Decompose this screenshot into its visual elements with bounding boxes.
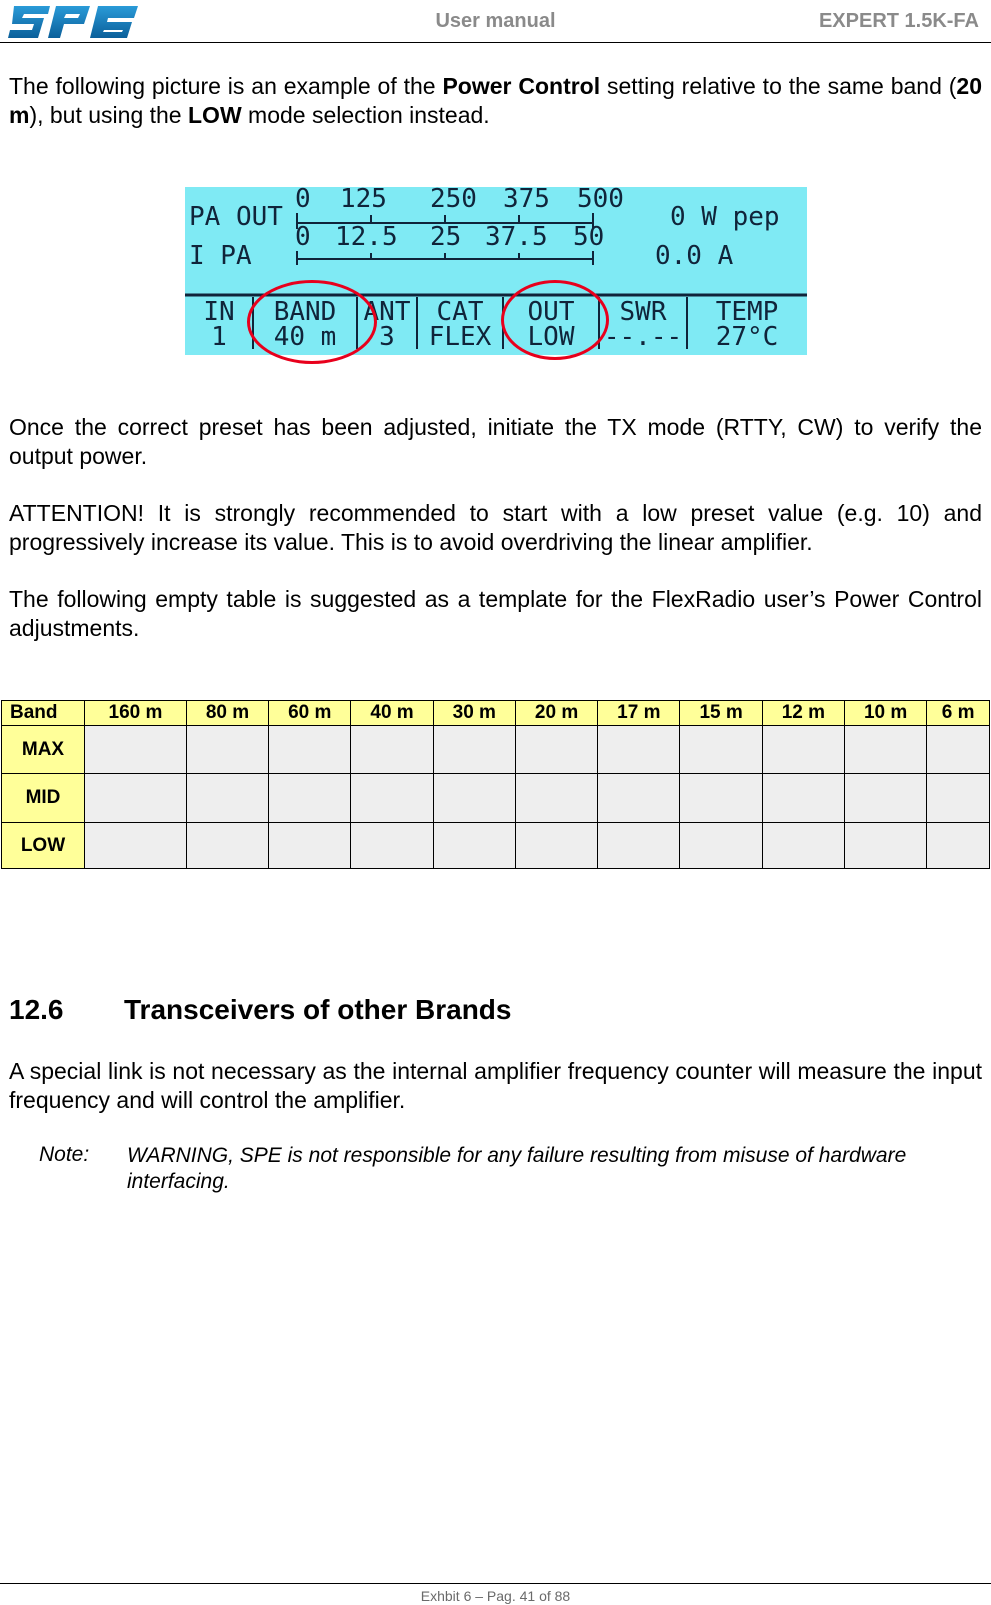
- intro-paragraph: The following picture is an example of the Power Control setting relative to the same band (20 m), but using the LOW mode selection instead.: [9, 73, 982, 128]
- row-label: LOW: [2, 823, 85, 869]
- table-header-cell: 60 m: [269, 701, 351, 726]
- ipa-scale-2: 25: [430, 222, 462, 252]
- ipa-scale-0: 0: [295, 222, 311, 252]
- paragraph-template: The following empty table is suggested as a template for the FlexRadio user’s Power Control adjustments.: [9, 586, 982, 641]
- table-row: [2, 823, 990, 869]
- table-header-cell: 10 m: [845, 701, 927, 726]
- table-cell: [186, 726, 268, 774]
- table-cell: [186, 823, 268, 869]
- table-cell: [433, 726, 515, 774]
- pa-out-scale-2: 250: [430, 187, 477, 214]
- note-text: WARNING, SPE is not responsible for any failure resulting from misuse of hardware interfacing.: [127, 1144, 907, 1193]
- lcd-cell-label-4: OUT: [527, 297, 575, 327]
- lcd-cell-label-6: TEMP: [715, 297, 779, 327]
- section-title: Transceivers of other Brands: [124, 994, 512, 1025]
- pa-out-scale-0: 0: [295, 187, 311, 214]
- table-cell: [680, 823, 762, 869]
- lcd-cell-value-1: 40 m: [273, 322, 337, 352]
- pa-out-scale-1: 125: [340, 187, 387, 214]
- table-cell: [85, 823, 187, 869]
- table-cell: [927, 726, 990, 774]
- lcd-cell-label-3: CAT: [436, 297, 484, 327]
- table-cell: [269, 823, 351, 869]
- table-header-cell: 40 m: [351, 701, 433, 726]
- ipa-value: 0.0 A: [655, 241, 734, 271]
- pa-out-value: 0 W pep: [670, 202, 780, 232]
- table-cell: [927, 774, 990, 823]
- section-body: A special link is not necessary as the internal amplifier frequency counter will measure the input frequency and will control the amplifier.: [9, 1058, 982, 1113]
- row-label: MAX: [2, 726, 85, 774]
- table-cell: [351, 774, 433, 823]
- out-highlight-circle: [501, 280, 609, 360]
- page-footer: Exhbit 6 – Pag. 41 of 88: [420, 1588, 571, 1604]
- table-cell: [762, 774, 844, 823]
- table-cell: [351, 726, 433, 774]
- table-header-cell: Band: [2, 701, 85, 726]
- table-cell: [680, 726, 762, 774]
- header-rule: [0, 42, 991, 43]
- paragraph-verify: Once the correct preset has been adjusted, initiate the TX mode (RTTY, CW) to verify the output power.: [9, 414, 982, 469]
- table-header-cell: 15 m: [680, 701, 762, 726]
- section-number: 12.6: [9, 994, 64, 1025]
- table-cell: [598, 774, 680, 823]
- table-cell: [598, 726, 680, 774]
- table-cell: [927, 823, 990, 869]
- table-header-row: [2, 701, 990, 726]
- table-cell: [762, 823, 844, 869]
- lcd-cell-value-5: --.--: [603, 322, 683, 352]
- table-cell: [85, 726, 187, 774]
- lcd-cell-value-6: 27°C: [715, 322, 779, 352]
- table-cell: [598, 823, 680, 869]
- table-header-cell: 80 m: [186, 701, 268, 726]
- table-header-cell: 12 m: [762, 701, 844, 726]
- table-header-cell: 160 m: [85, 701, 187, 726]
- pa-out-scale-4: 500: [577, 187, 624, 214]
- table-header-cell: 20 m: [515, 701, 597, 726]
- row-label: MID: [2, 774, 85, 823]
- table-header-cell: 17 m: [598, 701, 680, 726]
- document-title: User manual: [435, 10, 556, 32]
- lcd-cell-value-4: LOW: [527, 322, 575, 352]
- pa-out-scale-3: 375: [503, 187, 550, 214]
- table-header-cell: 30 m: [433, 701, 515, 726]
- table-cell: [269, 774, 351, 823]
- ipa-scale-1: 12.5: [335, 222, 398, 252]
- table-cell: [351, 823, 433, 869]
- lcd-cell-value-0: 1: [211, 322, 227, 352]
- table-cell: [515, 774, 597, 823]
- table-cell: [515, 823, 597, 869]
- table-cell: [515, 726, 597, 774]
- band-highlight-circle: [247, 280, 377, 364]
- logo-text: spe: [8, 2, 10, 3]
- table-cell: [845, 823, 927, 869]
- footer-rule: [0, 1583, 991, 1584]
- table-header-cell: 6 m: [927, 701, 990, 726]
- lcd-cell-value-3: FLEX: [428, 322, 492, 352]
- lcd-cell-value-2: 3: [379, 322, 395, 352]
- note-label: Note:: [39, 1143, 90, 1166]
- table-row: [2, 774, 990, 823]
- ipa-scale-3: 37.5: [485, 222, 548, 252]
- lcd-cell-label-1: BAND: [273, 297, 337, 327]
- table-cell: [845, 774, 927, 823]
- table-cell: [269, 726, 351, 774]
- pa-out-label: PA OUT: [189, 202, 283, 232]
- section-heading: [9, 994, 511, 1026]
- table-cell: [680, 774, 762, 823]
- model-name: EXPERT 1.5K-FA: [818, 10, 979, 32]
- lcd-cell-label-2: ANT: [363, 297, 411, 327]
- table-cell: [85, 774, 187, 823]
- table-cell: [433, 823, 515, 869]
- lcd-cell-label-5: SWR: [619, 297, 667, 327]
- ipa-label: I PA: [189, 241, 252, 271]
- paragraph-attention: ATTENTION! It is strongly recommended to start with a low preset value (e.g. 10) and progressively increase its value. This is to avoid overdriving the linear amplifier.: [9, 500, 982, 555]
- table-cell: [433, 774, 515, 823]
- power-control-table: [1, 700, 990, 869]
- lcd-cell-label-0: IN: [203, 297, 235, 327]
- ipa-scale-4: 50: [573, 222, 605, 252]
- table-cell: [186, 774, 268, 823]
- table-cell: [845, 726, 927, 774]
- table-row: [2, 726, 990, 774]
- table-cell: [762, 726, 844, 774]
